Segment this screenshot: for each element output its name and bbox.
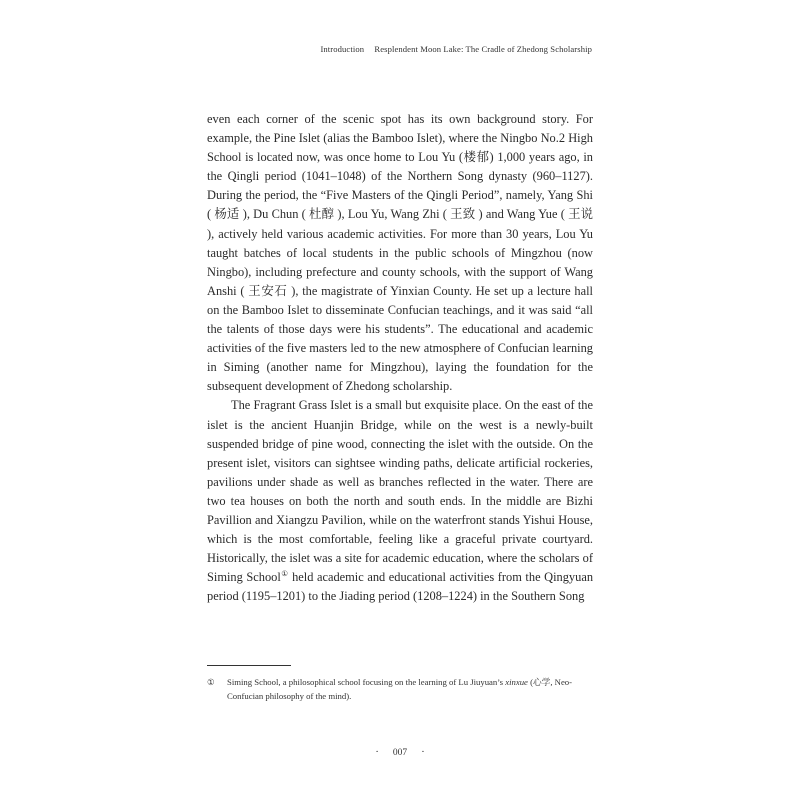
footnote-text-after: (心学, Neo-Confucian philosophy of the mind). [227, 677, 573, 701]
footnote-divider [207, 665, 291, 666]
running-head-part: Introduction [320, 44, 365, 54]
page-number [0, 746, 800, 758]
footnote-reference[interactable]: ① [280, 569, 289, 579]
footnote-text-before: Siming School, a philosophical school focusing on the learning of Lu Jiuyuan’s [227, 677, 506, 687]
footnote-term-italic: xinxue [505, 677, 528, 687]
page-number-left-dot: · [375, 746, 379, 758]
running-head-title: Resplendent Moon Lake: The Cradle of Zhedong Scholarship [374, 44, 592, 54]
paragraph-2-text-after-note: held academic and educational activities from the Qingyuan period (1195–1201) to the Jiading period (1208–1224) in the Southern Song [207, 570, 594, 604]
footnote [207, 675, 593, 703]
paragraph-2-text-before-note: The Fragrant Grass Islet is a small but exquisite place. On the east of the islet is the ancient Huanjin Bridge, while on the west is a newly-built suspended bridge of pine wood, connecting the islet with the outside. On the present islet, visitors can sightsee winding paths, delicate artificial rockeries, pavilions under shade as well as branches reflected in the water. There are two tea houses on both the north and south ends. In the middle are Bizhi Pavillion and Xiangzu Pavilion, while on the waterfront stands Yishui House, which is the most comfortable, feeling like a graceful private courtyard. Historically, the islet was a site for academic education, where the scholars of Siming School [207, 398, 593, 585]
running-head [320, 44, 592, 54]
paragraph-2 [207, 396, 593, 606]
paragraph-1: even each corner of the scenic spot has its own background story. For example, the Pine Islet (alias the Bamboo Islet), where the Ningbo No.2 High School is located now, was once home to Lou Yu (楼郁) 1,000 years ago, in the Qingli period (1041–1048) of the Northern Song dynasty (960–1127). During the period, the “Five Masters of the Qingli Period”, namely, Yang Shi ( 杨适 ), Du Chun ( 杜醇 ), Lou Yu, Wang Zhi ( 王致 ) and Wang Yue ( 王说 ), actively held various academic activities. For more than 30 years, Lou Yu taught batches of local students in the public schools of Mingzhou (now Ningbo), including prefecture and county schools, with the support of Wang Anshi ( 王安石 ), the magistrate of Yinxian County. He set up a lecture hall on the Bamboo Islet to disseminate Confucian teachings, and it was said “all the talents of those days were his students”. The educational and academic activities of the five masters led to the new atmosphere of Confucian learning in Siming (another name for Mingzhou), laying the foundation for the subsequent development of Zhedong scholarship. [207, 112, 593, 394]
page-number-right-dot: · [421, 746, 425, 758]
footnote-text [227, 675, 593, 703]
footnote-marker: ① [207, 677, 215, 687]
page-number-value: 007 [392, 748, 408, 758]
body-text [207, 110, 593, 606]
